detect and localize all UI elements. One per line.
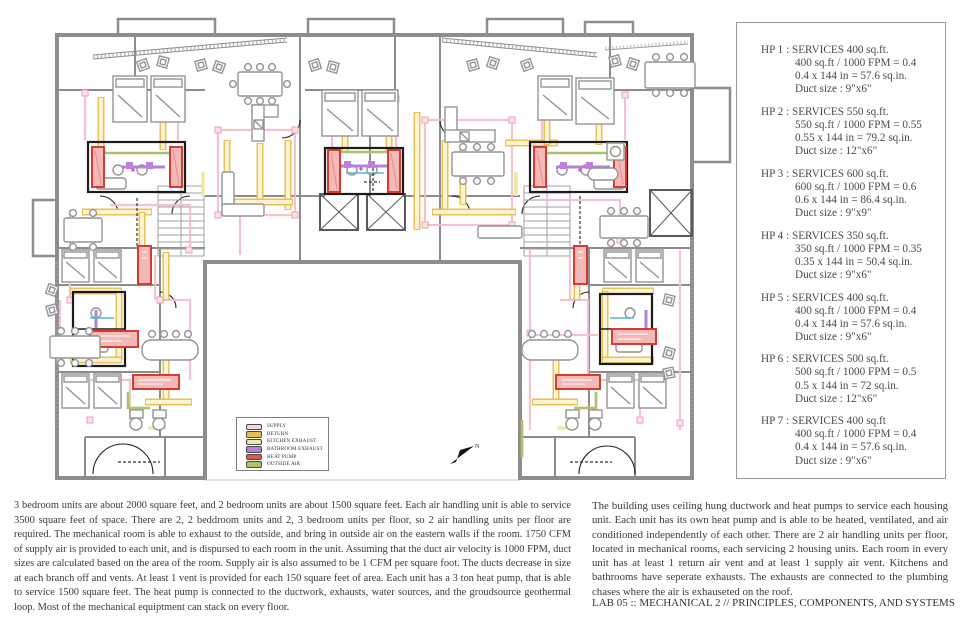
hp4-entry: HP 4 : SERVICES 350 sq.ft. 350 sq.ft / 1000 FPM = 0.35 0.35 x 144 in = 50.4 sq.in. Duct size : 9"x6" xyxy=(761,229,922,281)
bathroom-exhaust-swatch-icon xyxy=(246,446,262,453)
supply-swatch-icon xyxy=(246,424,262,431)
outside-air-swatch-icon xyxy=(246,461,262,468)
legend-row-bathroom-exhaust: BATHROOM EXHAUST xyxy=(246,446,328,454)
hp5-entry: HP 5 : SERVICES 400 sq.ft. 400 sq.ft / 1000 FPM = 0.4 0.4 x 144 in = 57.6 sq.in. Duct size : 9"x6" xyxy=(761,291,917,343)
hp6-entry: HP 6 : SERVICES 500 sq.ft. 500 sq.ft / 1000 FPM = 0.5 0.5 x 144 in = 72 sq.in. Duct size : 12"x6" xyxy=(761,353,917,405)
kitchen-exhaust-swatch-icon xyxy=(246,439,262,446)
heat-pump-swatch-icon xyxy=(246,454,262,461)
legend-row-return: RETURN xyxy=(246,431,328,439)
notes-left-paragraph: 3 bedroom units are about 2000 square feet, and 2 bedroom units are about 1500 square feet. Each air handling unit is able to service 3500 square feet of space. There are 2, 2 beddroom units and 2, 3 bedroom units per floor, so 2 air handling units per floor are required. The mechanical room is able to exhaust to the outside, and bring in outside air on the eastern walls if the room. 1750 CFM of supply air is provided to each unit, and is dispursed to each room in the unit. Assuming that the duct air velocity is 1000 FPM, duct sizes are calculated based on the area of the room. Supply air is also assumed to be 1 CFM per square foot. The ducts decrease in size at each branch off and vents. At least 1 vent is provided for each 150 square feet of area. Each unit has a 3 ton heat pump, that is able to service 1500 square feet. The heat pump is connected to the ductwork, exhausts, water sources, and the groudsource geothermal loop. Most of the mechanical equiptment can stack on every floor. xyxy=(14,500,571,613)
sheet-caption: LAB 05 :: MECHANICAL 2 // PRINCIPLES, COMPONENTS, AND SYSTEMS xyxy=(592,597,955,609)
hp7-entry: HP 7 : SERVICES 400 sq.ft 400 sq.ft / 1000 FPM = 0.4 0.4 x 144 in = 57.6 sq.in. Duct size : 9"x6" xyxy=(761,415,917,467)
legend-row-kitchen-exhaust: KITCHEN EXHAUST xyxy=(246,438,328,446)
hp3-entry: HP 3 : SERVICES 600 sq.ft. 600 sq.ft / 1000 FPM = 0.6 0.6 x 144 in = 86.4 sq.in. Duct size : 9"x9" xyxy=(761,167,917,220)
hp2-entry: HP 2 : SERVICES 550 sq.ft. 550 sq.ft / 1000 FPM = 0.55 0.55 x 144 in = 79.2 sq.in. Duct size : 12"x6" xyxy=(761,105,922,158)
return-swatch-icon xyxy=(246,431,262,438)
hp-calculations-panel xyxy=(736,22,946,479)
north-arrow-icon xyxy=(450,444,480,464)
legend-row-heat-pump: HEAT PUMP xyxy=(246,453,328,461)
hp1-entry: HP 1 : SERVICES 400 sq.ft. 400 sq.ft / 1000 FPM = 0.4 0.4 x 144 in = 57.6 sq.in. Duct size : 9"x6" xyxy=(761,44,917,96)
duct-legend xyxy=(236,417,329,471)
legend-row-outside-air: OUTSIDE AIR xyxy=(246,461,328,469)
legend-row-supply: SUPPLY xyxy=(246,423,328,431)
svg-text:N: N xyxy=(475,444,480,450)
notes-right-paragraph: The building uses ceiling hung ductwork and heat pumps to service each housing unit. Each unit has its own heat pump and is able to be heated, ventilated, and air conditioned independently of each other. There are 2 air handling units per floor, located in mechanical rooms, each servicing 2 housing units. Each room in every unit has at least 1 return air vent and at least 1 supply air vent. Kitchens and bathrooms have seperate exhausts. The exhausts are connected to the plumbing chases where the air is exhauseted on the roof. xyxy=(592,500,948,598)
